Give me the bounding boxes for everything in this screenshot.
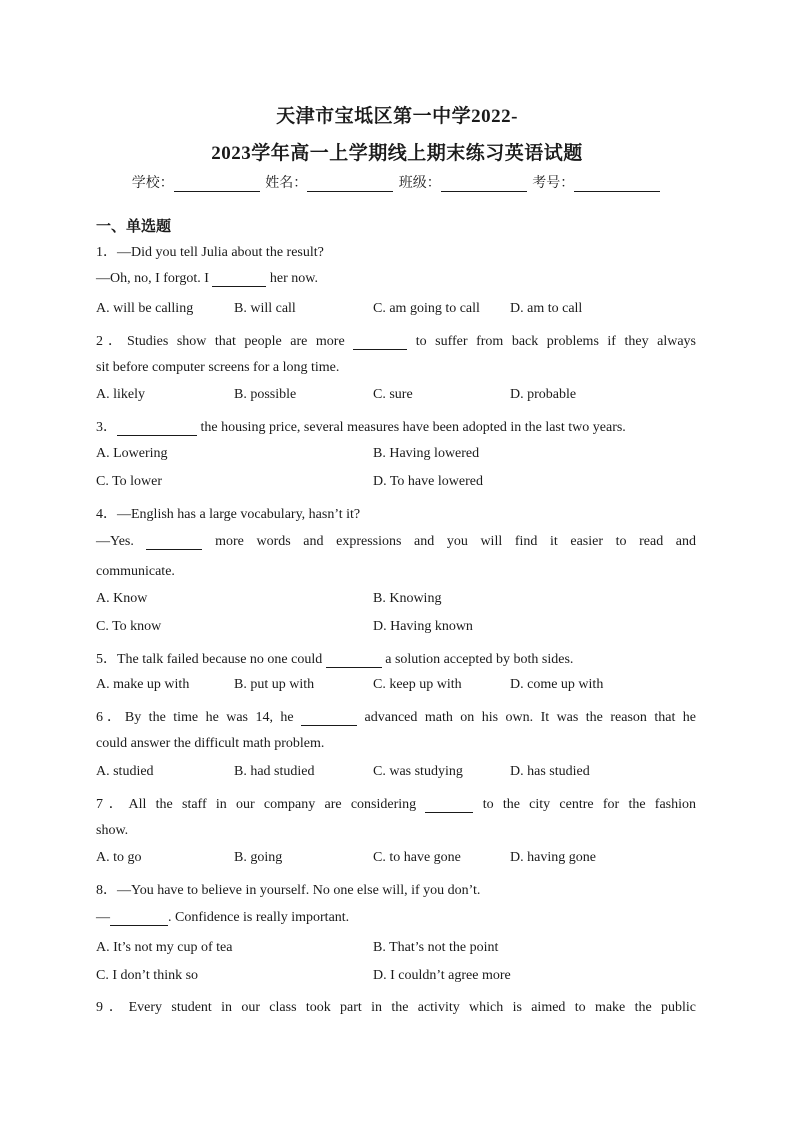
q3-option-d: D. To have lowered — [373, 474, 483, 489]
class-blank — [441, 177, 527, 192]
q1-blank — [212, 273, 266, 287]
q5-stem1a: 5．The talk failed because no one could — [96, 652, 323, 667]
q7-stem-2: show. — [96, 823, 129, 838]
q5-option-a: A. make up with — [96, 677, 190, 692]
q8-option-a: A. It’s not my cup of tea — [96, 940, 233, 955]
q8-option-c: C. I don’t think so — [96, 968, 199, 983]
q4-option-a: A. Know — [96, 591, 148, 606]
q8-blank — [110, 912, 168, 926]
q6-option-c: C. was studying — [373, 764, 463, 779]
q6-stem1b: advanced math on his own. It was the reason that he — [364, 710, 696, 725]
q3-blank — [117, 422, 197, 436]
q4-stem: 4．—English has a large vocabulary, hasn’t it? — [96, 507, 361, 522]
school-label: 学校： — [131, 176, 174, 191]
q6-stem1a: 6．By the time he was 14, he — [96, 710, 294, 725]
exam-title-line1: 天津市宝坻区第一中学2022- — [276, 106, 518, 127]
q8-stem2b: . Confidence is really important. — [168, 910, 350, 925]
q4-option-d: D. Having known — [373, 619, 473, 634]
student-info-row — [0, 172, 794, 192]
q4-option-c: C. To know — [96, 619, 162, 634]
school-blank — [174, 177, 260, 192]
q6-option-b: B. had studied — [234, 764, 315, 779]
q6-blank — [301, 712, 357, 726]
q1-stem-2 — [96, 271, 696, 287]
q2-blank — [353, 336, 407, 350]
q1-option-b: B. will call — [234, 301, 296, 316]
q4-stem2a: —Yes. — [96, 534, 134, 549]
q1-option-a: A. will be calling — [96, 301, 194, 316]
q6-stem — [96, 706, 696, 726]
q3-stem — [96, 416, 696, 436]
q4-stem-2 — [96, 534, 696, 550]
q6-option-d: D. has studied — [510, 764, 590, 779]
q9-stem: 9．Every student in our class took part in the activity which is aimed to make the public — [96, 1000, 696, 1015]
q7-stem1b: to the city centre for the fashion — [482, 797, 697, 812]
q8-stem: 8．—You have to believe in yourself. No one else will, if you don’t. — [96, 883, 481, 898]
q7-stem — [96, 793, 696, 813]
q2-option-d: D. probable — [510, 387, 577, 402]
q2-stem-2: sit before computer screens for a long time. — [96, 360, 340, 375]
q6-option-a: A. studied — [96, 764, 154, 779]
q7-option-d: D. having gone — [510, 850, 596, 865]
q8-stem2a: — — [96, 910, 110, 925]
q7-stem1a: 7．All the staff in our company are considering — [96, 797, 417, 812]
name-blank — [307, 177, 393, 192]
number-label: 考号： — [532, 176, 575, 191]
q1-option-d: D. am to call — [510, 301, 583, 316]
q1-stem2b: her now. — [269, 271, 318, 286]
section-heading: 一、单选题 — [96, 219, 172, 235]
q3-option-a: A. Lowering — [96, 446, 168, 461]
q4-stem-3: communicate. — [96, 564, 175, 579]
q7-option-a: A. to go — [96, 850, 142, 865]
q5-option-d: D. come up with — [510, 677, 604, 692]
q1-stem: 1．—Did you tell Julia about the result? — [96, 245, 324, 260]
class-label: 班级： — [398, 176, 441, 191]
q3-option-b: B. Having lowered — [373, 446, 480, 461]
q2-stem1a: 2．Studies show that people are more — [96, 334, 345, 349]
q2-option-c: C. sure — [373, 387, 413, 402]
q8-option-b: B. That’s not the point — [373, 940, 499, 955]
q5-stem — [96, 648, 696, 668]
q2-option-b: B. possible — [234, 387, 297, 402]
q6-stem-2: could answer the difficult math problem. — [96, 736, 325, 751]
q5-option-b: B. put up with — [234, 677, 315, 692]
q7-blank — [425, 799, 473, 813]
q5-stem1b: a solution accepted by both sides. — [385, 652, 574, 667]
number-blank — [574, 177, 660, 192]
q3-stem1a: 3． — [96, 420, 117, 435]
q1-option-c: C. am going to call — [373, 301, 480, 316]
q3-option-c: C. To lower — [96, 474, 163, 489]
q7-option-b: B. going — [234, 850, 283, 865]
q2-stem — [96, 330, 696, 350]
name-label: 姓名： — [265, 176, 308, 191]
q5-option-c: C. keep up with — [373, 677, 462, 692]
q4-option-b: B. Knowing — [373, 591, 442, 606]
q2-option-a: A. likely — [96, 387, 145, 402]
q7-option-c: C. to have gone — [373, 850, 461, 865]
q1-stem2a: —Oh, no, I forgot. I — [96, 271, 209, 286]
q3-stem1b: the housing price, several measures have been adopted in the last two years. — [200, 420, 626, 435]
q8-stem-2 — [96, 910, 696, 926]
q2-stem1b: to suffer from back problems if they always — [415, 334, 697, 349]
exam-title-line2: 2023学年高一上学期线上期末练习英语试题 — [211, 143, 583, 164]
q5-blank — [326, 654, 382, 668]
q4-stem2b: more words and expressions and you will find it easier to read and — [215, 534, 697, 549]
q4-blank — [146, 536, 202, 550]
q8-option-d: D. I couldn’t agree more — [373, 968, 511, 983]
